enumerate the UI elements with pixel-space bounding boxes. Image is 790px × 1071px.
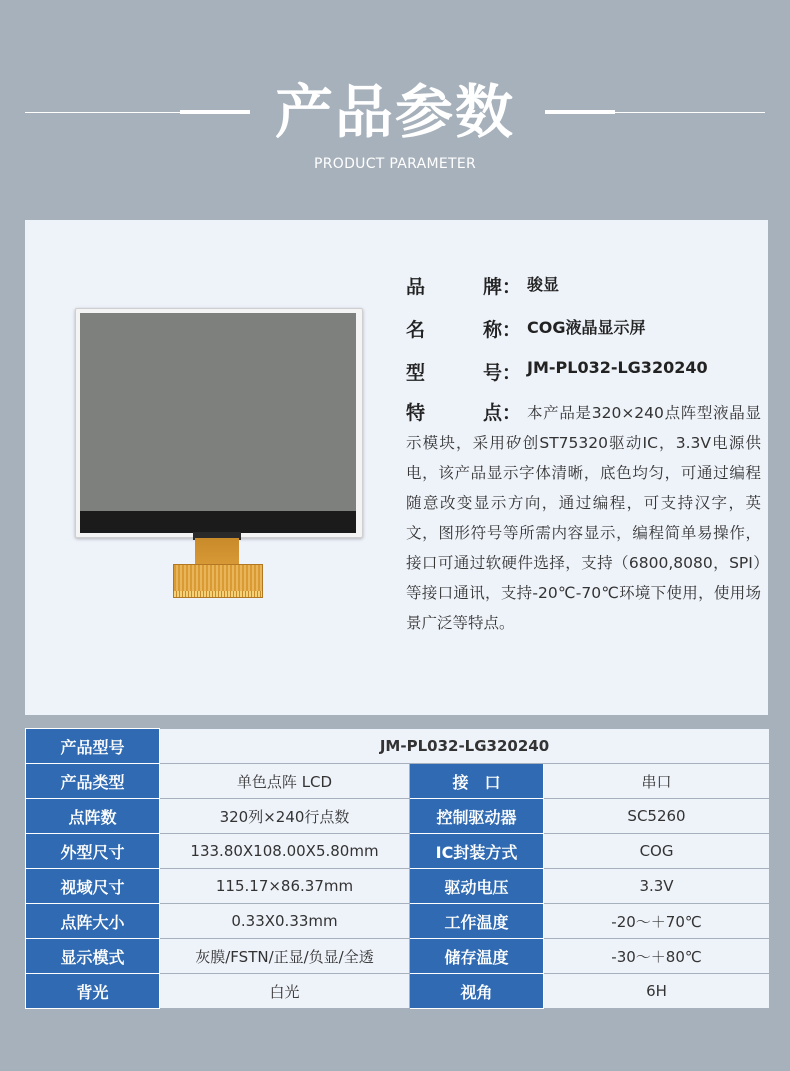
lcd-screen (80, 313, 356, 511)
spec-value: 灰膜/FSTN/正显/负显/全透 (160, 939, 410, 974)
feature-label-char1: 特 (406, 402, 426, 424)
model-label-char2: 号： (483, 362, 522, 384)
spec-label: 驱动电压 (410, 869, 544, 904)
spec-label: 外型尺寸 (26, 834, 160, 869)
name-label-char1: 名 (406, 319, 426, 341)
spec-label: 视域尺寸 (26, 869, 160, 904)
table-row (26, 939, 770, 974)
spec-table (25, 728, 770, 1009)
lcd-bottom-edge (80, 511, 356, 533)
spec-label: 工作温度 (410, 904, 544, 939)
spec-value: -30～＋80℃ (544, 939, 770, 974)
table-row (26, 764, 770, 799)
spec-label: 储存温度 (410, 939, 544, 974)
title-line-left-thin (25, 112, 180, 113)
page-subtitle: PRODUCT PARAMETER (313, 156, 476, 172)
title-line-left-bold (180, 110, 250, 114)
name-value: COG液晶显示屏 (527, 318, 646, 337)
spec-model-value: JM-PL032-LG320240 (160, 729, 770, 764)
spec-value: 串口 (544, 764, 770, 799)
title-line-right-thin (615, 112, 765, 113)
spec-value: 白光 (160, 974, 410, 1009)
feature-text: 本产品是320×240点阵型液晶显示模块，采用矽创ST75320驱动IC，3.3V电源供电，该产品显示字体清晰，底色均匀，可通过编程随意改变显示方向，通过编程，可支持汉字，英文，图形符号等所需内容显示，编程简单易操作，接口可通过软硬件选择，支持（6800,8080，SPI）等接口通讯，支持-20℃-70℃环境下使用，使用场景广泛等特点。 (406, 404, 761, 632)
spec-value: 115.17×86.37mm (160, 869, 410, 904)
spec-value: SC5260 (544, 799, 770, 834)
title-line-right-bold (545, 110, 615, 114)
header (0, 0, 790, 220)
spec-label: 背光 (26, 974, 160, 1009)
spec-value: 0.33X0.33mm (160, 904, 410, 939)
table-row (26, 904, 770, 939)
fpc-cable (173, 564, 263, 598)
spec-label: 产品类型 (26, 764, 160, 799)
brand-label (406, 272, 536, 299)
spec-value: 320列×240行点数 (160, 799, 410, 834)
page-title: 产品参数 (274, 78, 515, 146)
spec-label: 接 口 (410, 764, 544, 799)
spec-model-label: 产品型号 (26, 729, 160, 764)
lcd-product-image (75, 308, 361, 598)
product-panel (25, 220, 768, 715)
model-label-char1: 型 (406, 362, 426, 384)
feature-label-char2: 点： (483, 402, 522, 424)
spec-label: 点阵大小 (26, 904, 160, 939)
name-label (406, 315, 536, 342)
spec-value: 133.80X108.00X5.80mm (160, 834, 410, 869)
table-row (26, 869, 770, 904)
spec-label: 显示模式 (26, 939, 160, 974)
table-row (26, 974, 770, 1009)
table-row (26, 729, 770, 764)
brand-label-char1: 品 (406, 276, 426, 298)
spec-value: -20～＋70℃ (544, 904, 770, 939)
brand-label-char2: 牌： (483, 276, 522, 298)
spec-label: IC封装方式 (410, 834, 544, 869)
model-value: JM-PL032-LG320240 (527, 358, 708, 377)
fpc-contacts (174, 591, 262, 597)
spec-value: 3.3V (544, 869, 770, 904)
spec-label: 视角 (410, 974, 544, 1009)
table-row (26, 834, 770, 869)
name-label-char2: 称： (483, 319, 522, 341)
spec-value: 6H (544, 974, 770, 1009)
fpc-neck (195, 538, 239, 566)
spec-label: 点阵数 (26, 799, 160, 834)
lcd-frame (75, 308, 363, 538)
spec-value: COG (544, 834, 770, 869)
spec-value: 单色点阵 LCD (160, 764, 410, 799)
spec-label: 控制驱动器 (410, 799, 544, 834)
brand-value: 骏显 (527, 275, 560, 294)
model-label (406, 358, 536, 385)
table-row (26, 799, 770, 834)
